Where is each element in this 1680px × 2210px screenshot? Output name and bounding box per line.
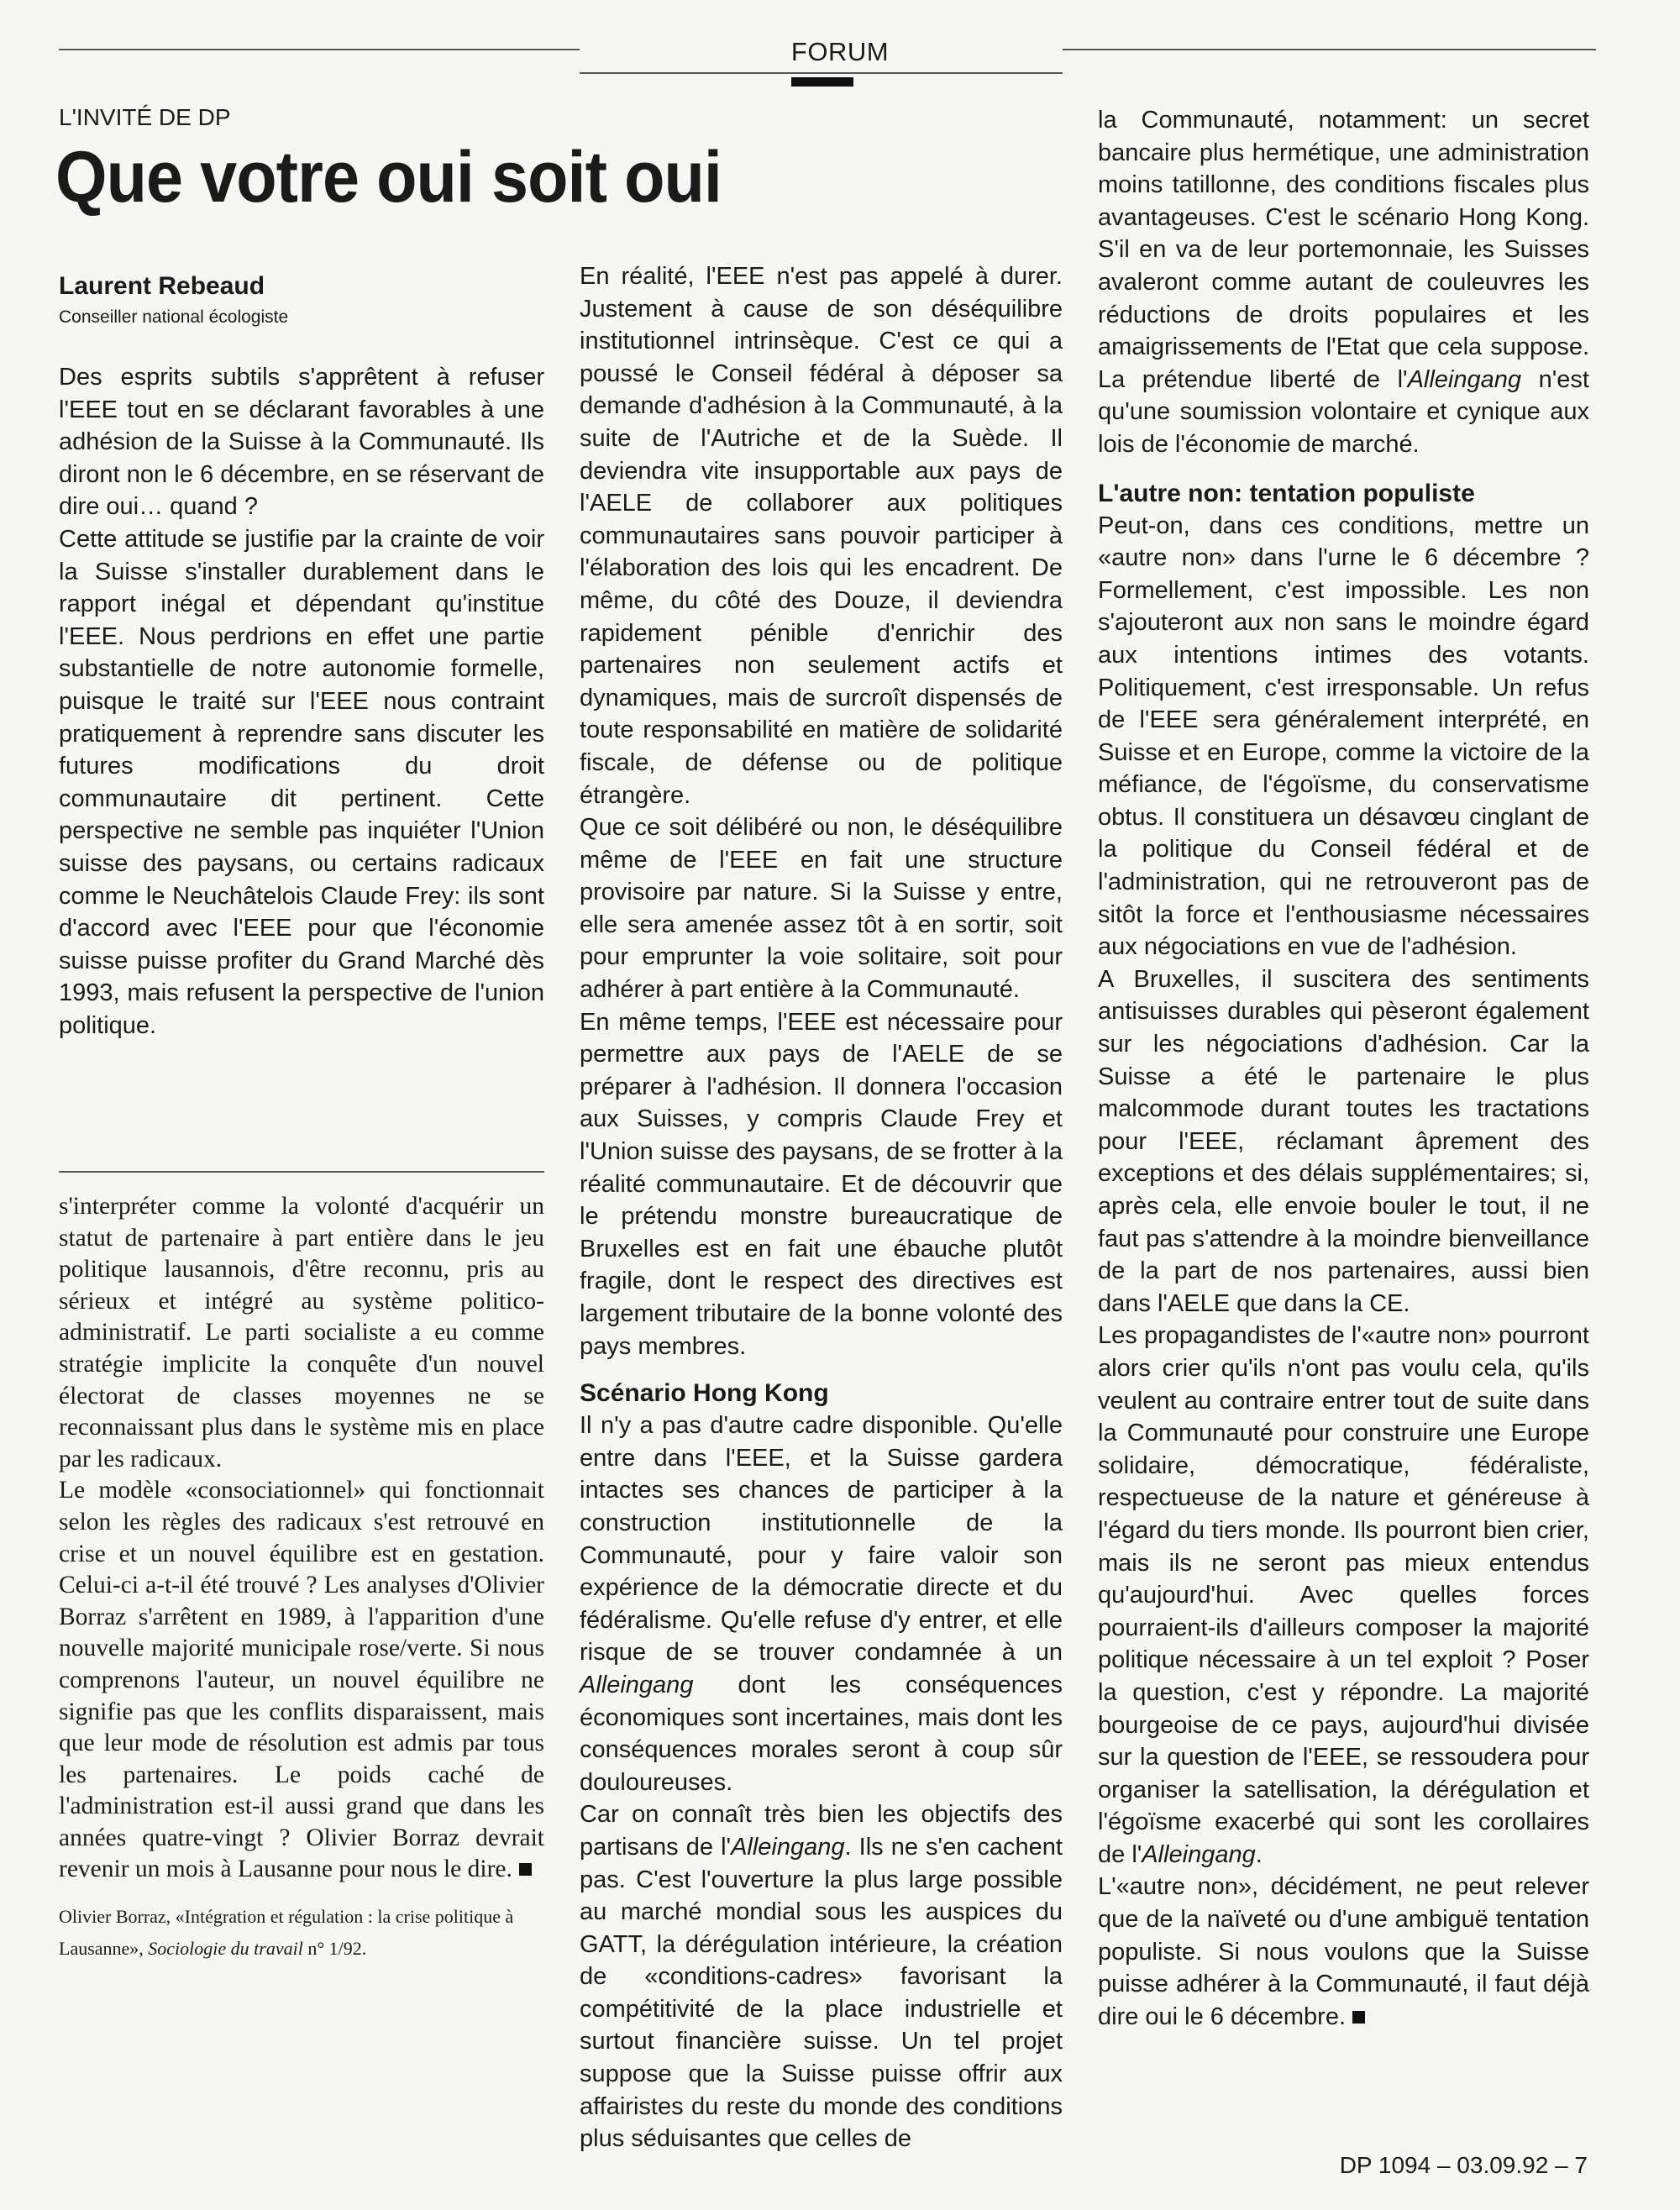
- paragraph: Cette attitude se justifie par la crainte de voir la Suisse s'installer durablement dans le rapport inégal et dépendant qu'institue l'EEE. Nous perdrions en effet une partie substantielle de notre autonomie formelle, puisque le traité sur l'EEE nous contraint pratiquement à reprendre sans discuter les futures modifications du droit communautaire dit pertinent. Cette perspective ne semble pas inquiéter l'Union suisse des paysans, ou certains radicaux comme le Neuchâtelois Claude Frey: ils sont d'accord avec l'EEE pour que l'économie suisse puisse profiter du Grand Marché dès 1993, mais refusent la perspective de l'union politique.: [59, 525, 544, 1039]
- paragraph: Il n'y a pas d'autre cadre disponible. Qu'elle entre dans l'EEE, et la Suisse gardera intactes ses chances de participer à la construction institutionnelle de la Communauté, pour y faire valoir son expérience de la démocratie directe et du fédéralisme. Qu'elle refuse d'y entrer, et elle risque de se trouver condamnée à un Alleingang dont les conséquences économiques sont incertaines, mais dont les conséquences morales seront à coup sûr douloureuses.: [580, 1412, 1063, 1796]
- end-mark: [1352, 2011, 1365, 2024]
- article-column-3: [1098, 104, 1589, 2033]
- paragraph: Des esprits subtils s'apprêtent à refuser l'EEE tout en se déclarant favorables à une adhésion de la Suisse à la Communauté. Ils diront non le 6 décembre, en se réservant de dire oui… quand ?: [59, 364, 544, 521]
- kicker: L'INVITÉ DE DP: [59, 104, 231, 130]
- author-name: Laurent Rebeaud: [59, 272, 265, 300]
- paragraph: En même temps, l'EEE est nécessaire pour permettre aux pays de l'AELE de se préparer à l'adhésion. Il donnera l'occasion aux Suisses, y compris Claude Frey et l'Union suisse des paysans, de se frotter à la réalité communautaire. Et de découvrir que le prétendu monstre bureaucratique de Bruxelles est en fait une ébauche plutôt fragile, dont le respect des directives est largement tributaire de la bonne volonté des pays membres.: [580, 1008, 1063, 1360]
- section-label: FORUM: [790, 37, 890, 66]
- paragraph: [59, 1475, 544, 1886]
- subheading: Scénario Hong Kong: [580, 1379, 829, 1408]
- subheading: L'autre non: tentation populiste: [1098, 479, 1475, 507]
- page-folio: DP 1094 – 03.09.92 – 7: [1339, 2152, 1588, 2178]
- header-rule-center: [580, 72, 1063, 74]
- paragraph: A Bruxelles, il suscitera des sentiments antisuisses durables qui pèseront également sur les négociations d'adhésion. Car la Suisse a été le partenaire le plus malcommode durant toutes les tractations pour l'EEE, réclamant âprement des exceptions et des délais supplémentaires; si, après cela, elle envoie bouler le tout, il ne faut pas s'attendre à la moindre bienveillance de la part de nos partenaires, aussi bien dans l'AELE que dans la CE.: [1098, 965, 1589, 1317]
- header-rule-right: [1063, 49, 1596, 50]
- section-separator: [59, 1171, 544, 1173]
- article-column-1: [59, 361, 544, 1042]
- paragraph: Peut-on, dans ces conditions, mettre un «autre non» dans l'urne le 6 décembre ? Formellement, c'est impossible. Les non s'ajouteront aux non sans le moindre égard aux intentions intimes des votants. Politiquement, c'est irresponsable. Un refus de l'EEE sera généralement interprété, en Suisse et en Europe, comme la victoire de la méfiance, de l'égoïsme, du conservatisme obtus. Il constituera un désavœu cinglant de la politique du Conseil fédéral et de l'administration, qui ne retrouveront pas de sitôt la force et l'enthousiasme nécessaires aux négociations en vue de l'adhésion.: [1098, 512, 1589, 961]
- end-mark: [519, 1863, 532, 1876]
- continued-article: [59, 1191, 544, 1965]
- paragraph-text: Le modèle «consociationnel» qui fonctionnait selon les règles des radicaux s'est retrouvé en crise et un nouvel équilibre est en gestation. Celui-ci a-t-il été trouvé ? Les analyses d'Olivier Borraz s'arrêtent en 1989, à l'apparition d'une nouvelle majorité municipale rose/verte. Si nous comprenons l'auteur, un nouvel équilibre ne signifie pas que les conflits disparaissent, mais que leur mode de résolution est admis par tous les partenaires. Le poids caché de l'administration est-il aussi grand que dans les années quatre-vingt ? Olivier Borraz devrait revenir un mois à Lausanne pour nous le dire.: [59, 1477, 544, 1883]
- paragraph: la Communauté, notamment: un secret bancaire plus hermétique, une administration moins tatillonne, des conditions fiscales plus avantageuses. C'est le scénario Hong Kong. S'il en va de leur portemonnaie, les Suisses avaleront comme autant de couleuvres les réductions de droits populaires et les amaigrissements de l'Etat que cela suppose. La prétendue liberté de l'Alleingang n'est qu'une soumission volontaire et cynique aux lois de l'économie de marché.: [1098, 107, 1589, 458]
- article-title: Que votre oui soit oui: [55, 137, 722, 218]
- paragraph: Car on connaît très bien les objectifs des partisans de l'Alleingang. Ils ne s'en cachent pas. C'est l'ouverture la plus large possible au marché mondial sous les auspices du GATT, la dérégulation intérieure, la création de «conditions-cadres» favorisant la compétitivité de la place industrielle et surtout financière suisse. Un tel projet suppose que la Suisse puisse offrir aux affairistes du reste du monde des conditions plus séduisantes que celles de: [580, 1801, 1063, 2153]
- paragraph: Les propagandistes de l'«autre non» pourront alors crier qu'ils n'ont pas voulu cela, qu'ils veulent au contraire entrer tout de suite dans la Communauté pour construire une Europe solidaire, démocratique, fédéraliste, respectueuse de la nature et généreuse à l'égard du tiers monde. Ils pourront bien crier, mais ils ne seront pas mieux entendus qu'aujourd'hui. Avec quelles forces pourraient-ils d'ailleurs composer la majorité politique nécessaire à un tel exploit ? Poser la question, c'est y répondre. La majorité bourgeoise de ce pays, aujourd'hui divisée sur la question de l'EEE, se ressoudera pour organiser la satellisation, la dérégulation et l'égoïsme exacerbé qui sont les corollaires de l'Alleingang.: [1098, 1322, 1589, 1868]
- section-marker: [791, 77, 853, 87]
- reference-note: Olivier Borraz, «Intégration et régulation : la crise politique à Lausanne», Sociologie du travail n° 1/92.: [59, 1906, 514, 1960]
- article-column-2: [580, 260, 1063, 2155]
- paragraph: Que ce soit délibéré ou non, le déséquilibre même de l'EEE en fait une structure provisoire par nature. Si la Suisse y entre, elle sera amenée assez tôt à en sortir, soit pour emprunter la voie solitaire, soit pour adhérer à part entière à la Communauté.: [580, 814, 1063, 1004]
- paragraph: s'interpréter comme la volonté d'acquérir un statut de partenaire à part entière dans le jeu politique lausannois, d'être reconnu, pris au sérieux et intégré au système politico-administratif. Le parti socialiste a eu comme stratégie implicite la conquête d'un nouvel électorat de classes moyennes ne se reconnaissant plus dans le système mis en place par les radicaux.: [59, 1193, 544, 1472]
- paragraph: L'«autre non», décidément, ne peut relever que de la naïveté ou d'une ambiguë tentation populiste. Si nous voulons que la Suisse puisse adhérer à la Communauté, il faut déjà dire oui le 6 décembre.: [1098, 1873, 1589, 2030]
- paragraph: En réalité, l'EEE n'est pas appelé à durer. Justement à cause de son déséquilibre institutionnel intrinsèque. C'est ce qui a poussé le Conseil fédéral à déposer sa demande d'adhésion à la Communauté, à la suite de l'Autriche et de la Suède. Il deviendra vite insupportable aux pays de l'AELE de collaborer aux politiques communautaires sans pouvoir participer à l'élaboration des lois qui les encadrent. De même, du côté des Douze, il deviendra rapidement pénible d'enrichir des partenaires non seulement actifs et dynamiques, mais de surcroît dispensés de toute responsabilité en matière de solidarité fiscale, de défense ou de politique étrangère.: [580, 263, 1063, 809]
- header-rule-left: [59, 49, 580, 50]
- author-role: Conseiller national écologiste: [59, 307, 289, 327]
